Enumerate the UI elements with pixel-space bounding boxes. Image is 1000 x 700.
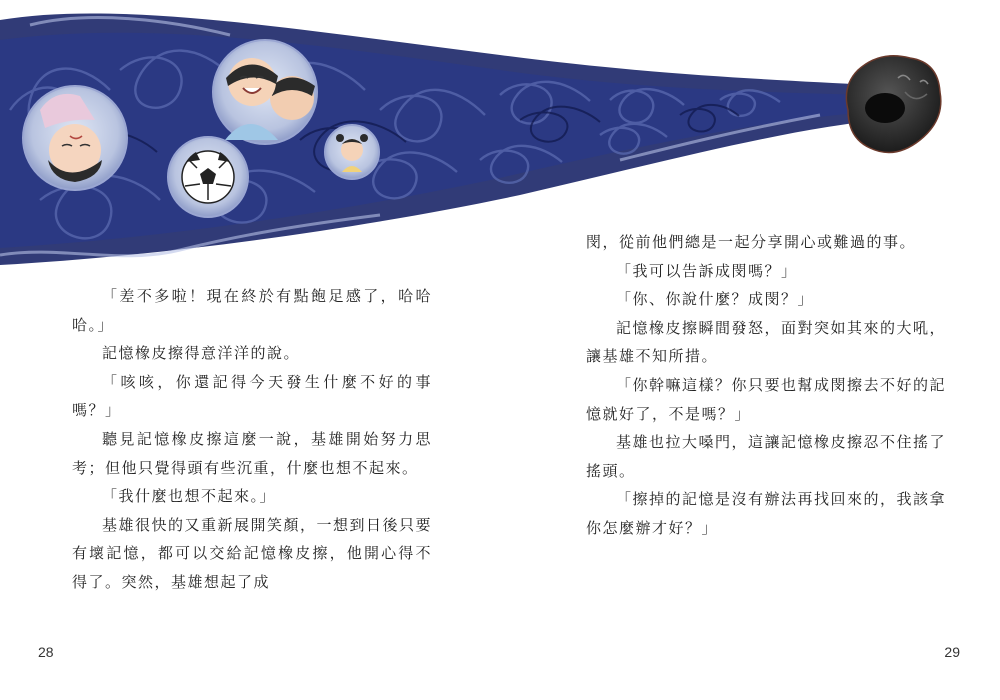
paragraph: 聽見記憶橡皮擦這麼一說，基雄開始努力思考；但他只覺得頭有些沉重，什麼也想不起來。	[72, 429, 432, 477]
memory-eraser-character	[846, 56, 940, 153]
memory-bubble-boys	[213, 40, 317, 144]
right-page-text	[586, 228, 946, 543]
memory-bubble-soccer-ball	[168, 137, 248, 217]
paragraph: 基雄很快的又重新展開笑顏，一想到日後只要有壞記憶，都可以交給記憶橡皮擦，他開心得不得了。突然，基雄想起了成	[72, 515, 433, 591]
paragraph: 「我可以告訴成閔嗎？」	[616, 261, 798, 280]
page-number-right: 29	[944, 644, 960, 660]
paragraph: 記憶橡皮擦得意洋洋的說。	[102, 344, 301, 363]
paragraph: 「你幹嘛這樣？你只要也幫成閔擦去不好的記憶就好了，不是嗎？」	[586, 375, 947, 423]
paragraph: 「我什麼也想不起來。」	[102, 487, 277, 506]
memory-bubble-girl	[23, 86, 127, 190]
page-number-left: 28	[38, 644, 54, 660]
paragraph: 基雄也拉大嗓門，這讓記憶橡皮擦忍不住搖了搖頭。	[586, 433, 947, 480]
paragraph: 「擦掉的記憶是沒有辦法再找回來的，我該拿你怎麼辦才好？」	[586, 490, 947, 537]
left-page-text	[72, 282, 432, 597]
memory-bubble-small-girl	[325, 125, 379, 179]
paragraph: 「你、你說什麼？成閔？」	[616, 290, 815, 309]
paragraph: 「咳咳，你還記得今天發生什麼不好的事嗎？」	[72, 372, 432, 420]
paragraph: 「差不多啦！現在終於有點飽足感了，哈哈哈。」	[72, 287, 432, 334]
paragraph-continuation: 閔，從前他們總是一起分享開心或難過的事。	[586, 233, 917, 251]
paragraph: 記憶橡皮擦瞬間發怒，面對突如其來的大吼，讓基雄不知所措。	[586, 318, 947, 366]
